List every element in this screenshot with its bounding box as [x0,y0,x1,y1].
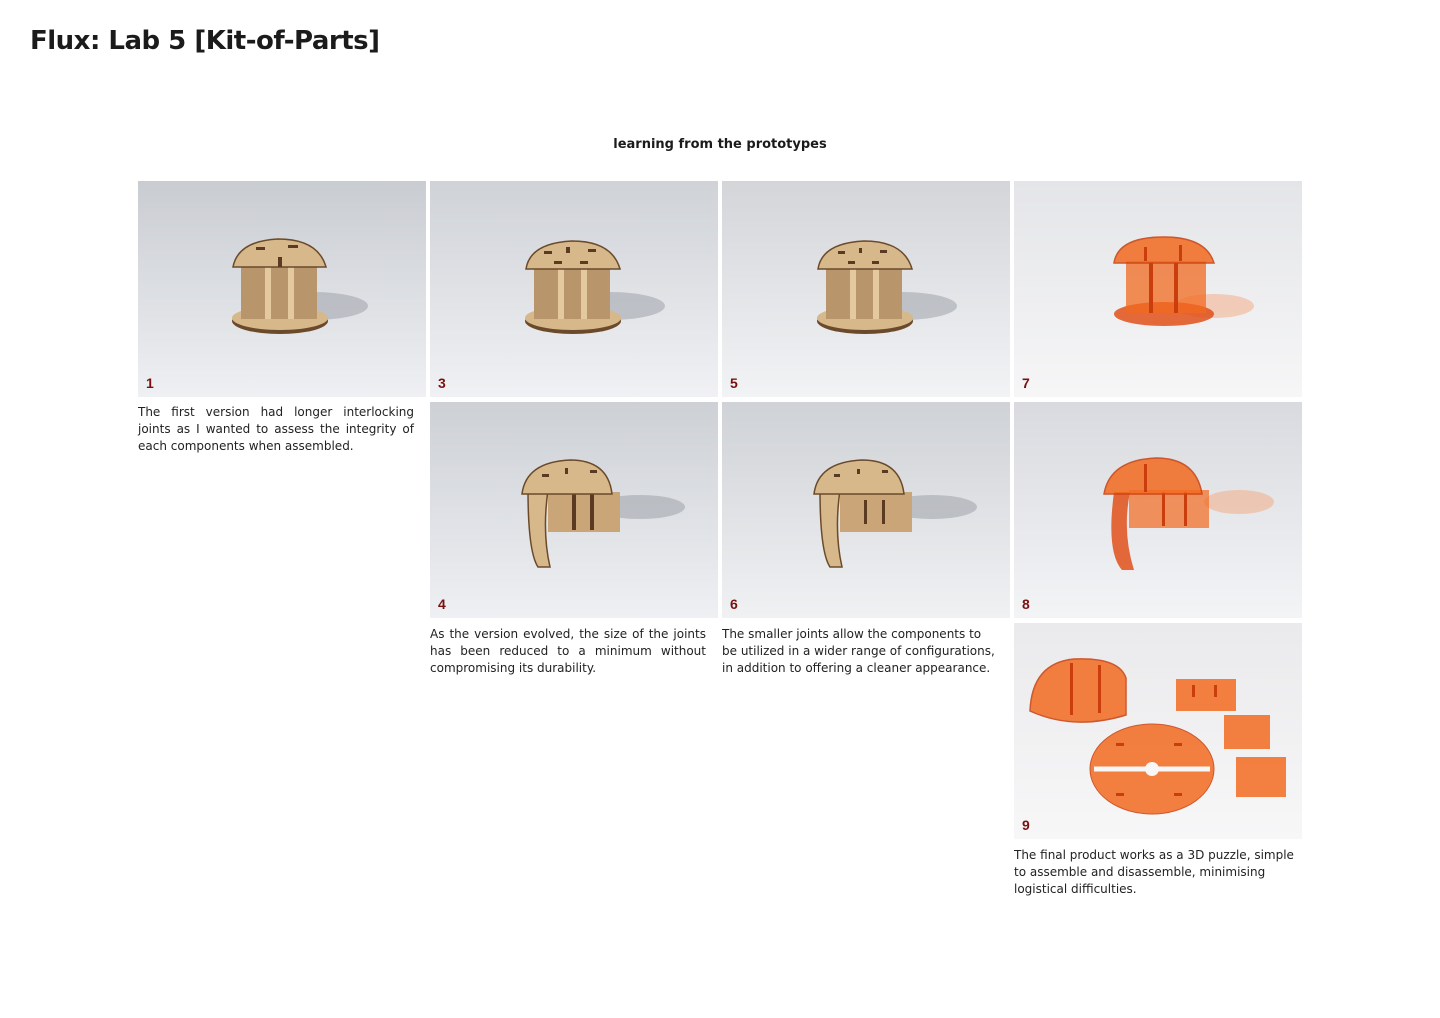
mdf-prototype-side-image [430,402,718,618]
photo-number: 5 [730,375,738,391]
caption-photo-6: The smaller joints allow the components to be utilized in a wider range of configurations, in addition to offering a cleaner appearance. [722,627,995,675]
acrylic-kit-disassembled-image [1014,623,1302,839]
acrylic-prototype-front-image [1014,181,1302,397]
prototype-photo-1 [138,181,426,397]
mdf-prototype-front-image [430,181,718,397]
acrylic-prototype-side-image [1014,402,1302,618]
prototype-photo-5 [722,181,1010,397]
prototype-photo-4 [430,402,718,618]
prototype-photo-3 [430,181,718,397]
page-title: Flux: Lab 5 [Kit-of-Parts] [30,26,380,56]
prototype-photo-7 [1014,181,1302,397]
prototype-photo-6 [722,402,1010,618]
photo-number: 6 [730,596,738,612]
photo-number: 7 [1022,375,1030,391]
caption-photo-4: As the version evolved, the size of the joints has been reduced to a minimum without compromising its durability. [430,627,706,675]
photo-number: 9 [1022,817,1030,833]
section-heading: learning from the prototypes [613,137,827,152]
mdf-prototype-side-image [722,402,1010,618]
photo-number: 4 [438,596,446,612]
photo-number: 1 [146,375,154,391]
mdf-prototype-front-image [722,181,1010,397]
prototype-photo-8 [1014,402,1302,618]
mdf-prototype-front-image [138,181,426,397]
photo-number: 3 [438,375,446,391]
caption-photo-9: The final product works as a 3D puzzle, simple to assemble and disassemble, minimising logistical difficulties. [1014,848,1294,896]
photo-number: 8 [1022,596,1030,612]
prototype-photo-9 [1014,623,1302,839]
caption-photo-1: The first version had longer interlocking joints as I wanted to assess the integrity of each components when assembled. [138,405,414,453]
